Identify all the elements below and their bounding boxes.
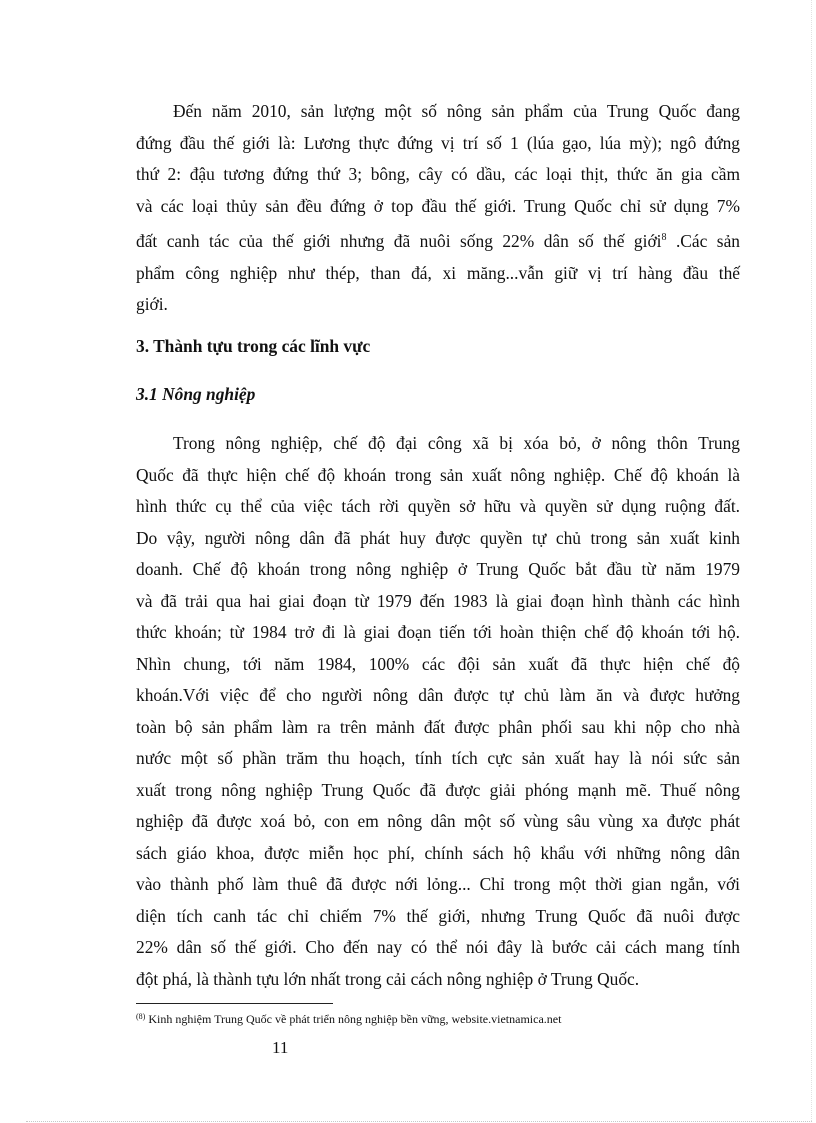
text-line: và đã trải qua hai giai đoạn từ 1979 đến 1983 là giai đoạn hình thành các hình — [136, 590, 740, 611]
text-line: thứ 2: đậu tương đứng thứ 3; bông, cây có dầu, các loại thịt, thức ăn gia cầm — [136, 164, 740, 184]
text-line: hình thức cụ thể của việc tách rời quyền sở hữu và quyền sử dụng ruộng đất. — [136, 496, 740, 516]
text-segment: đất canh tác của thế giới nhưng đã nuôi sống 22% dân số thế giới — [136, 231, 662, 251]
page-bottom-border — [26, 1121, 812, 1122]
text-line: thức khoán; từ 1984 trở đi là giai đoạn tiến tới hoàn thiện chế độ khoán tới hộ. — [136, 622, 740, 642]
footnote-reference[interactable]: 8 — [661, 232, 667, 243]
text-line: và các loại thủy sản đều đứng ở top đầu thế giới. Trung Quốc chỉ sử dụng 7% — [136, 195, 740, 216]
text-line: Do vậy, người nông dân đã phát huy được quyền tự chủ trong sản xuất kinh — [136, 527, 740, 548]
section-heading: 3. Thành tựu trong các lĩnh vực — [136, 336, 371, 356]
footnote-text: Kinh nghiệm Trung Quốc về phát triển nông nghiệp bền vững, website.vietnamica.net — [145, 1012, 562, 1026]
text-line: nước một số phần trăm thu hoạch, tính tích cực sản xuất hay là nói sức sản — [136, 748, 740, 768]
text-line: Nhìn chung, tới năm 1984, 100% các đội sản xuất đã thực hiện chế độ — [136, 653, 740, 674]
text-line: doanh. Chế độ khoán trong nông nghiệp ở Trung Quốc bắt đầu từ năm 1979 — [136, 559, 740, 579]
text-line: Đến năm 2010, sản lượng một số nông sản phẩm của Trung Quốc đang — [173, 101, 740, 121]
text-line: đứng đầu thế giới là: Lương thực đứng vị trí số 1 (lúa gạo, lúa mỳ); ngô đứng — [136, 132, 740, 153]
text-segment: .Các sản — [666, 231, 740, 251]
paragraph-agriculture — [136, 428, 740, 995]
text-line: toàn bộ sản phẩm làm ra trên mảnh đất được phân phối sau khi nộp cho nhà — [136, 716, 740, 737]
text-line: nghiệp đã được xoá bỏ, con em nông dân một số vùng sâu vùng xa được phát — [136, 811, 740, 831]
text-line: đột phá, là thành tựu lớn nhất trong cải cách nông nghiệp ở Trung Quốc. — [136, 968, 640, 989]
footnote-marker: (8) — [136, 1012, 146, 1021]
page-right-border — [811, 0, 812, 1121]
text-line: 22% dân số thế giới. Cho đến nay có thể nói đây là bước cải cách mang tính — [136, 937, 740, 957]
paragraph-production — [136, 96, 740, 321]
text-line: vào thành phố làm thuê đã được nới lỏng... Chỉ trong một thời gian ngắn, với — [136, 874, 740, 894]
text-line: diện tích canh tác chỉ chiếm 7% thế giới, nhưng Trung Quốc đã nuôi được — [136, 905, 740, 926]
page-number: 11 — [272, 1038, 289, 1057]
text-line: Quốc đã thực hiện chế độ khoán trong sản xuất nông nghiệp. Chế độ khoán là — [136, 464, 740, 485]
footnote — [136, 1012, 561, 1027]
text-line: Trong nông nghiệp, chế độ đại công xã bị xóa bỏ, ở nông thôn Trung — [173, 433, 740, 453]
text-line: khoán.Với việc để cho người nông dân được tự chủ làm ăn và được hưởng — [136, 685, 740, 705]
subsection-heading: 3.1 Nông nghiệp — [136, 384, 256, 404]
text-line — [136, 222, 740, 258]
footnote-separator — [136, 1003, 333, 1004]
text-line: sách giáo khoa, được miễn học phí, chính sách hộ khẩu với những nông dân — [136, 842, 740, 863]
text-line: giới. — [136, 294, 168, 314]
text-line: xuất trong nông nghiệp Trung Quốc đã được giải phóng mạnh mẽ. Thuế nông — [136, 779, 740, 800]
text-line: phẩm công nghiệp như thép, than đá, xi măng...vẫn giữ vị trí hàng đầu thế — [136, 262, 740, 283]
